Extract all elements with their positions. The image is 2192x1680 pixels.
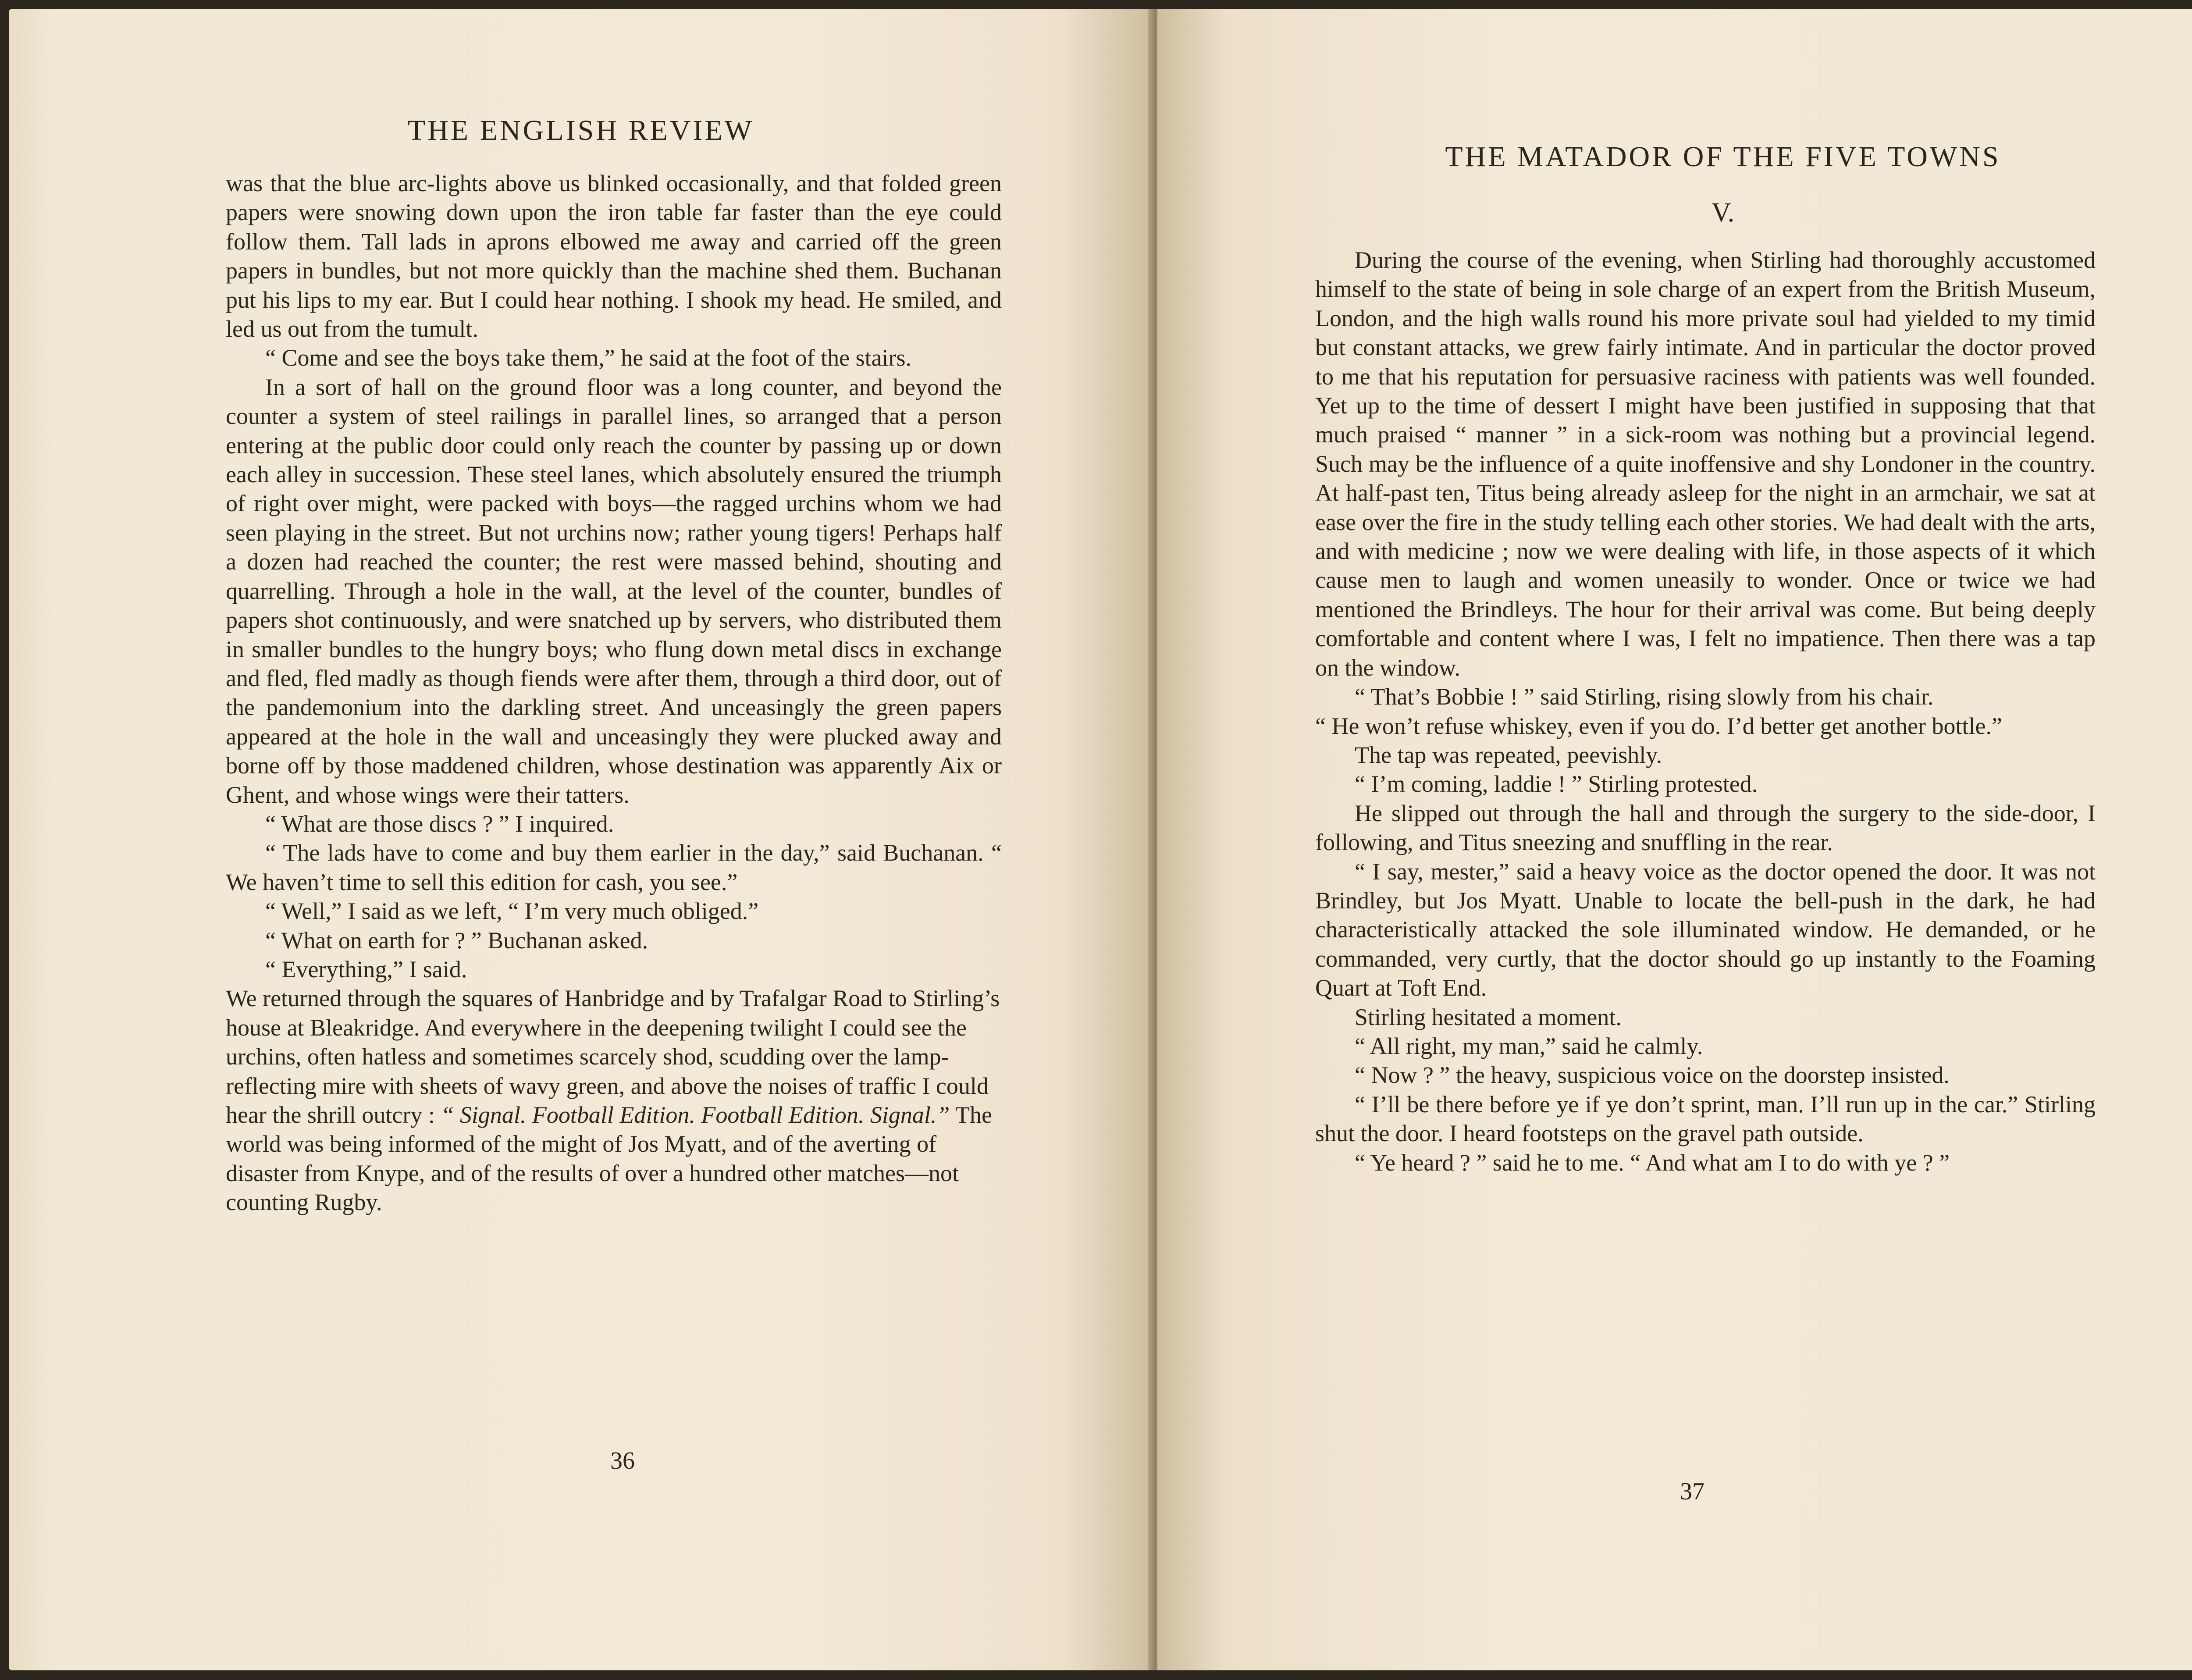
running-head-right: THE MATADOR OF THE FIVE TOWNS — [1445, 141, 2001, 173]
left-page-text — [226, 169, 1002, 1217]
paragraph: We returned through the squares of Hanbridge and by Trafalgar Road to Stirling’s house at Bleakridge. And everywhere in the deepening twilight I could see the urchins, often hatless and sometimes scarcely shod, scudding over the lamp-reflecting mire with sheets of wavy green, and above the noises of traffic I could hear the shrill outcry : — [226, 985, 1000, 1128]
paragraph: “ What on earth for ? ” Buchanan asked. — [265, 927, 648, 954]
newsboy-cry: “ Signal. Football Edition. Football Edition. Signal.” — [441, 1102, 950, 1128]
paragraph: Stirling hesitated a moment. — [1355, 1004, 1622, 1030]
paragraph: “ He won’t refuse whiskey, even if you do. I’d better get another bottle.” — [1315, 712, 2002, 739]
paragraph: “ I’m coming, laddie ! ” Stirling protested. — [1355, 771, 1758, 797]
left-page — [9, 9, 1153, 1670]
paragraph: “ Now ? ” the heavy, suspicious voice on the doorstep insisted. — [1355, 1062, 1950, 1089]
paragraph: “ Ye heard ? ” said he to me. “ And what am I to do with ye ? ” — [1355, 1149, 1950, 1176]
paragraph: “ I say, mester,” said a heavy voice as the doctor opened the door. It was not Brindley, but Jos Myatt. Unable to locate the bell-push in the dark, he had characteristically attacked the sole illuminated window. He demanded, or he commanded, very curtly, that the doctor should go up instantly to the Foaming Quart at Toft End. — [1315, 858, 2096, 1001]
paragraph: “ I’ll be there before ye if ye don’t sprint, man. I’ll run up in the car.” Stirling shut the door. I heard footsteps on the gravel path outside. — [1315, 1091, 2096, 1147]
right-page — [1157, 9, 2192, 1670]
paragraph: was that the blue arc-lights above us blinked occasionally, and that folded green papers were snowing down upon the iron table far faster than the eye could follow them. Tall lads in aprons elbowed me away and carried off the green papers in bundles, but not more quickly than the machine shed them. Buchanan put his lips to my ear. But I could hear nothing. I shook my head. He smiled, and led us out from the tumult. — [226, 170, 1002, 342]
paragraph: During the course of the evening, when Stirling had thoroughly accustomed himself to the state of being in sole charge of an expert from the British Museum, London, and the high walls round his more private soul had yielded to my timid but constant attacks, we grew fairly intimate. And in particular the doctor proved to me that his reputation for persuasive raciness with patients was well founded. Yet up to the time of dessert I might have been justified in supposing that that much praised “ manner ” in a sick-room was nothing but a provincial legend. Such may be the influence of a quite inoffensive and shy Londoner in the country. At half-past ten, Titus being already asleep for the night in an armchair, we sat at ease over the fire in the study telling each other stories. We had dealt with the arts, and with medicine ; now we were dealing with life, in those aspects of it which cause men to laugh and women uneasily to wonder. Once or twice we had mentioned the Brindleys. The hour for their arrival was come. But being deeply comfortable and content where I was, I felt no impatience. Then there was a tap on the window. — [1315, 247, 2096, 681]
paragraph: He slipped out through the hall and through the surgery to the side-door, I following, and Titus sneezing and snuffling in the rear. — [1315, 800, 2096, 856]
page-number-right: 37 — [1680, 1478, 1704, 1505]
page-number-left: 36 — [610, 1447, 635, 1474]
section-number: V. — [1711, 198, 1735, 228]
paragraph: The world was being informed of the might of Jos Myatt, and of the averting of disaster from Knype, and of the results of over a hundred other matches—not counting Rugby. — [226, 1102, 992, 1216]
paragraph: “ What are those discs ? ” I inquired. — [265, 810, 614, 837]
paragraph: “ The lads have to come and buy them earlier in the day,” said Buchanan. “ We haven’t time to sell this edition for cash, you see.” — [226, 840, 1002, 895]
paragraph: “ Come and see the boys take them,” he said at the foot of the stairs. — [265, 345, 912, 371]
paragraph: The tap was repeated, peevishly. — [1355, 741, 1662, 768]
paragraph: “ All right, my man,” said he calmly. — [1355, 1032, 1703, 1059]
right-page-text — [1315, 246, 2096, 1177]
paragraph: “ That’s Bobbie ! ” said Stirling, rising slowly from his chair. — [1355, 683, 1934, 710]
paragraph: “ Everything,” I said. — [265, 956, 467, 982]
running-head-left: THE ENGLISH REVIEW — [407, 114, 754, 146]
paragraph: In a sort of hall on the ground floor was a long counter, and beyond the counter a system of steel railings in parallel lines, so arranged that a person entering at the public door could only reach the counter by passing up or down each alley in succession. These steel lanes, which absolutely ensured the triumph of right over might, were packed with boys—the ragged urchins whom we had seen playing in the street. But not urchins now; rather young tigers! Perhaps half a dozen had reached the counter; the rest were massed behind, shouting and quarrelling. Through a hole in the wall, at the level of the counter, bundles of papers shot continuously, and were snatched up by servers, who distributed them in smaller bundles to the hungry boys; who flung down metal discs in exchange and fled, fled madly as though fiends were after them, through a third door, out of the pandemonium into the darkling street. And unceasingly the green papers appeared at the hole in the wall and unceasingly they were plucked away and borne off by those maddened children, whose destination was apparently Aix or Ghent, and whose wings were their tatters. — [226, 374, 1002, 808]
paragraph: “ Well,” I said as we left, “ I’m very much obliged.” — [265, 898, 759, 925]
